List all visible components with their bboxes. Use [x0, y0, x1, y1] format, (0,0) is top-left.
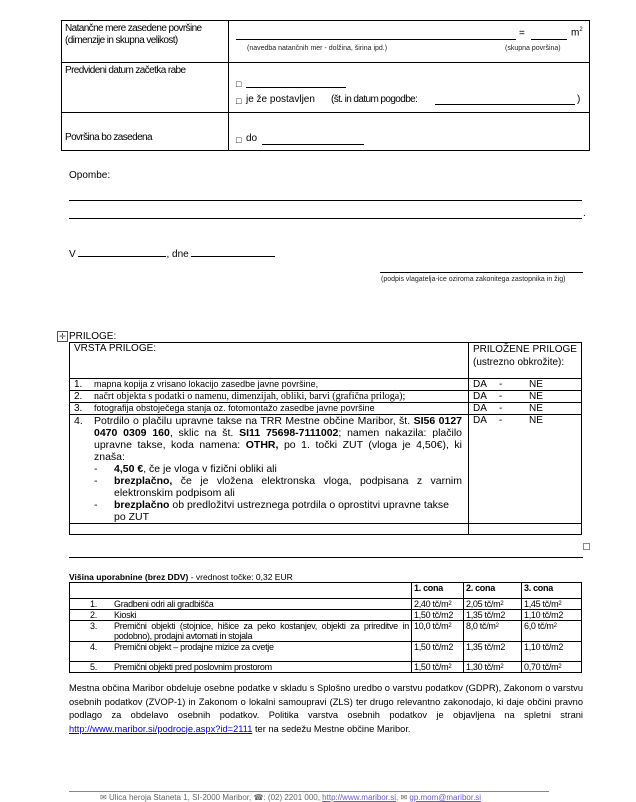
equals-sign: =: [519, 28, 525, 39]
application-form-table: [61, 20, 590, 151]
start-date-row: [62, 63, 590, 113]
start-date-label: Predvideni datum začetka rabe: [62, 63, 229, 113]
table-row: 2. načrt objekta s podatki o namenu, dimenzijah, obliki, barvi (grafična priloga); DA - NE: [70, 391, 582, 403]
attachments-table: [69, 342, 582, 535]
table-row: 4. Potrdilo o plačilu upravne takse na TRR Mestne občine Maribor, št. SI56 0127 0470 0309 160, sklic na št. SI11 75698-7111002; namen nakazila: plačilo upravne takse, koda namena: OTHR, po 1. točki ZUT (vloga je 4,50€), ki znaša: - 4,50 €, če je vloga v fizični obliki ali - brezplačno, če je vložena elektronska vloga, podpisana z varnim elektronskim podpisom ali - brezplačno ob predložitvi ustreznega potrdila o oprostitvi upravne takse po ZUT DA - NE: [70, 415, 582, 524]
total-area-input[interactable]: [531, 27, 567, 40]
notes-label: Opombe:: [69, 170, 111, 181]
usage-fee-table: [69, 582, 582, 673]
table-resize-handle-icon[interactable]: [583, 543, 590, 550]
footer-divider: [69, 791, 549, 792]
email-icon: ✉: [400, 793, 408, 802]
notes-line-1[interactable]: [69, 200, 582, 201]
privacy-policy-link[interactable]: http://www.maribor.si/podrocje.aspx?id=2111: [69, 723, 253, 734]
attachments-title: PRILOGE:: [69, 331, 117, 342]
table-row: 3. fotografija obstoječega stanja oz. fotomontažo zasedbe javne površine DA - NE: [70, 403, 582, 415]
phone-icon: ☎: [253, 793, 264, 802]
purpose-code: OTHR,: [245, 439, 279, 451]
da-ne-selector[interactable]: DA - NE: [469, 415, 582, 524]
attached-header: PRILOŽENE PRILOGE (ustrezno obkrožite):: [469, 343, 582, 379]
fee-bullet: - 4,50 €, če je vloga v fizični obliki ali: [94, 463, 277, 475]
dimensions-hint: (navedba natančnih mer - dolžina, širina ipd.): [247, 45, 388, 52]
date-prefix: , dne: [166, 249, 189, 260]
notes-line-2[interactable]: [69, 218, 582, 219]
occupied-until-label: Površina bo zasedena: [62, 113, 229, 151]
table-row-empty: [70, 524, 582, 535]
table-row: 1. Gradbeni odri ali gradbišča 2,40 $tč/m^2$ 2,05 $tč/m^2$ 1,45 $tč/m^2$: [70, 599, 582, 610]
dimensions-row: [62, 21, 590, 63]
occupied-until-checkbox[interactable]: □: [236, 135, 242, 145]
attachment-type-header: VRSTA PRILOGE:: [70, 343, 469, 379]
contract-label: (št. in datum pogodbe:: [331, 94, 418, 105]
start-date-input[interactable]: [246, 77, 346, 88]
occupied-until-row: [62, 113, 590, 151]
table-row: 4. Premični objekt – prodajne mizice za cvetje 1,50 tč/m2 1,35 tč/m2 1,10 tč/m2: [70, 642, 582, 662]
zone-2-header: 2. cona: [464, 583, 522, 599]
payment-proof-text: Potrdilo o plačilu upravne takse na TRR Mestne občine Maribor, št. SI56 0127 0470 0309 160, sklic na št. SI11 75698-7111002; namen nakazila: plačilo upravne takse, koda namena: OTHR, po 1. točki ZUT (vloga je 4,50€), ki znaša: - 4,50 €, če je vloga v fizični obliki ali - brezplačno, če je vložena elektronska vloga, podpisana z varnim elektronskim podpisom ali - brezplačno ob predložitvi ustreznega potrdila o oprostitvi upravne takse po ZUT: [94, 415, 463, 523]
trr-number: SI56 0127 0470 0309 160: [94, 415, 462, 439]
reference-number: SI11 75698-7111002: [239, 427, 339, 439]
place-date-line: [69, 246, 275, 260]
place-input[interactable]: [78, 246, 166, 257]
start-date-checkbox[interactable]: □: [236, 79, 242, 89]
zone-1-header: 1. cona: [412, 583, 464, 599]
footer-address: Ulica heroja Staneta 1, SI-2000 Maribor,: [108, 793, 252, 802]
table-row: 5. Premični objekti pred poslovnim prostorom 1,50 $tč/m^2$ 1,30 $tč/m^2$ 0,70 $tč/m^2$: [70, 662, 582, 673]
footer: ✉ Ulica heroja Staneta 1, SI-2000 Maribor, ☎: (02) 2201 000, http://www.maribor.si, ✉ gp.mom@maribor.si: [100, 793, 482, 802]
usage-fee-header-row: [70, 583, 582, 599]
signature-line[interactable]: [380, 272, 583, 273]
dimensions-input[interactable]: [236, 27, 516, 40]
contract-input[interactable]: [435, 93, 575, 105]
usage-fee-title: Višina uporabnine (brez DDV) - vrednost točke: 0,32 EUR: [69, 572, 293, 582]
notes-trailing-dot: .: [583, 208, 586, 219]
da-ne-selector[interactable]: DA - NE: [469, 391, 582, 403]
signature-caption: (podpis vlagatelja-ice oziroma zakonitega zastopnika in žig): [381, 276, 566, 283]
date-input[interactable]: [191, 246, 275, 257]
already-placed-checkbox[interactable]: □: [236, 96, 242, 106]
fee-bullet: - brezplačno ob predložitvi ustreznega potrdila o oprostitvi upravne takse po ZUT: [94, 499, 450, 523]
place-prefix: V: [69, 249, 76, 260]
already-placed-label: je že postavljen: [246, 94, 315, 105]
total-area-hint: (skupna površina): [505, 45, 561, 52]
unit-label: $m^2$: [571, 27, 583, 39]
da-ne-selector[interactable]: DA - NE: [469, 379, 582, 391]
da-ne-selector[interactable]: DA - NE: [469, 403, 582, 415]
zone-3-header: 3. cona: [522, 583, 582, 599]
address-icon: ✉: [100, 793, 107, 802]
footer-phone: : (02) 2201 000,: [263, 793, 320, 802]
occupied-until-text: do: [246, 133, 258, 144]
attachments-header-row: [70, 343, 582, 379]
table-row: 3. Premični objekti (stojnice, hišice za peko kostanjev, objekti za prireditve in podobno), prodajni avtomati in stojala 10,0 $tč/m^2$ 8,0 $tč/m^2$ 6,0 $tč/m^2$: [70, 621, 582, 642]
occupied-until-input[interactable]: [262, 133, 364, 145]
fee-bullet: - brezplačno, če je vložena elektronska vloga, podpisana z varnim elektronskim podpisom ali: [94, 475, 462, 499]
contract-close-paren: ): [577, 94, 581, 105]
table-move-handle-icon[interactable]: ✛: [57, 331, 68, 342]
table-row: 2. Kioski 1,50 tč/m2 1,35 tč/m2 1,10 tč/m2: [70, 610, 582, 621]
dimensions-label: Natančne mere zasedene površine (dimenzije in skupna velikost): [62, 21, 229, 63]
footer-website-link[interactable]: http://www.maribor.si: [322, 793, 396, 802]
section-divider: [69, 557, 583, 558]
footer-email-link[interactable]: gp.mom@maribor.si: [409, 793, 482, 802]
gdpr-notice: Mestna občina Maribor obdeluje osebne podatke v skladu s Splošno uredbo o varstvu podatkov (GDPR), Zakonom o varstvu osebnih podatkov (ZVOP-1) in Zakonom o lokalni samoupravi (ZLS) ter drugo relevantno zakonodajo, ki daje občini pravno podlago za obdelavo osebnih podatkov. Politika varstva osebnih podatkov je objavljena na spletni strani http://www.maribor.si/podrocje.aspx?id=2111 ter na sedežu Mestne občine Maribor.: [69, 683, 583, 734]
table-row: 1. mapna kopija z vrisano lokacijo zasedbe javne površine, DA - NE: [70, 379, 582, 391]
